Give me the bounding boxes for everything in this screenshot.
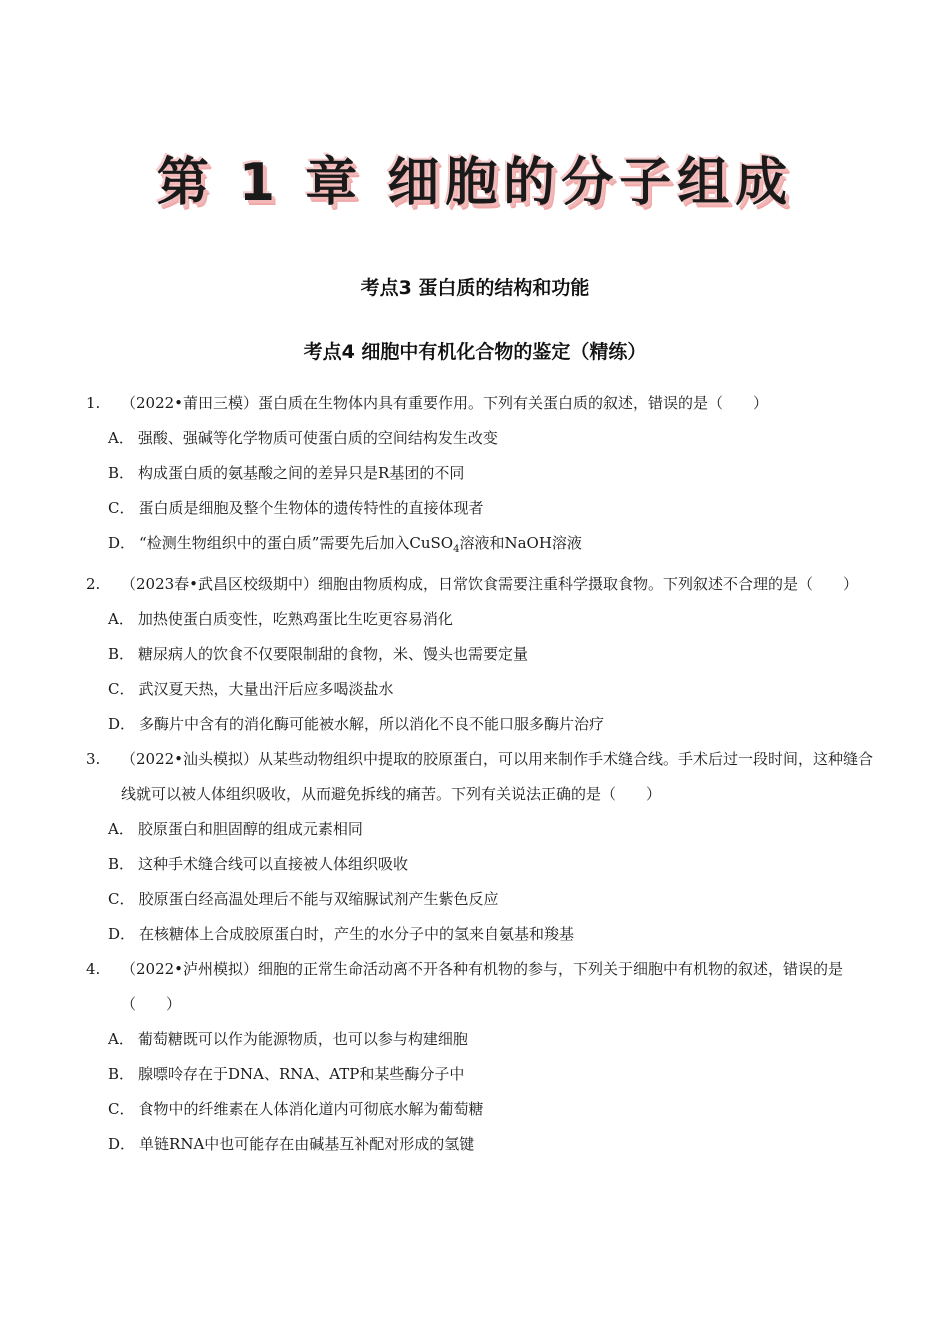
option-c <box>108 882 950 917</box>
question-1 <box>0 386 950 567</box>
option-text: 武汉夏天热，大量出汗后应多喝淡盐水 <box>138 680 394 698</box>
option-text: 多酶片中含有的消化酶可能被水解，所以消化不良不能口服多酶片治疗 <box>139 715 605 733</box>
option-text: 腺嘌呤存在于DNA、RNA、ATP和某些酶分子中 <box>138 1065 465 1083</box>
option-c <box>108 672 950 707</box>
question-text: （2022•莆田三模）蛋白质在生物体内具有重要作用。下列有关蛋白质的叙述，错误的是（ ） <box>121 394 769 412</box>
option-d <box>108 526 950 567</box>
option-text: 糖尿病人的饮食不仅要限制甜的食物，米、馒头也需要定量 <box>138 645 529 663</box>
option-label: B． <box>108 855 135 873</box>
option-label: D． <box>108 925 136 943</box>
option-label: A． <box>108 429 134 447</box>
option-text: 蛋白质是细胞及整个生物体的遗传特性的直接体现者 <box>138 499 484 517</box>
option-label: B． <box>108 464 135 482</box>
question-stem <box>86 386 881 421</box>
option-text: 在核糖体上合成胶原蛋白时，产生的水分子中的氢来自氨基和羧基 <box>139 925 575 943</box>
option-a <box>108 602 950 637</box>
question-text: （2022•泸州模拟）细胞的正常生命活动离不开各种有机物的参与，下列关于细胞中有机物的叙述，错误的是（ ） <box>121 960 844 1013</box>
option-b <box>108 456 950 491</box>
section-subtitle-2: 考点4 细胞中有机化合物的鉴定（精练） <box>303 341 647 363</box>
option-text: 单链RNA中也可能存在由碱基互补配对形成的氢键 <box>139 1135 475 1153</box>
question-stem <box>86 742 881 812</box>
question-stem <box>86 952 881 1022</box>
question-text: （2022•汕头模拟）从某些动物组织中提取的胶原蛋白，可以用来制作手术缝合线。手术后过一段时间，这种缝合线就可以被人体组织吸收，从而避免拆线的痛苦。下列有关说法正确的是（ ） <box>121 750 874 803</box>
question-text: （2023春•武昌区校级期中）细胞由物质构成，日常饮食需要注重科学摄取食物。下列叙述不合理的是（ ） <box>121 575 859 593</box>
option-d <box>108 917 950 952</box>
option-text: 构成蛋白质的氨基酸之间的差异只是R基团的不同 <box>138 464 465 482</box>
question-3 <box>0 742 950 952</box>
option-label: D． <box>108 1135 136 1153</box>
question-4 <box>0 952 950 1162</box>
question-2 <box>0 567 950 742</box>
option-b <box>108 637 950 672</box>
option-label: D． <box>108 534 136 552</box>
question-stem <box>86 567 881 602</box>
option-text: 葡萄糖既可以作为能源物质，也可以参与构建细胞 <box>137 1030 468 1048</box>
option-text-post: 溶液和NaOH溶液 <box>459 534 582 552</box>
option-label: B． <box>108 645 135 663</box>
option-label: B． <box>108 1065 135 1083</box>
option-text: 胶原蛋白和胆固醇的组成元素相同 <box>137 820 363 838</box>
option-a <box>108 421 950 456</box>
option-d <box>108 707 950 742</box>
question-number: 4. <box>86 960 101 978</box>
option-text: 胶原蛋白经高温处理后不能与双缩脲试剂产生紫色反应 <box>138 890 499 908</box>
option-text-subscript: 4 <box>453 544 460 555</box>
question-number: 1. <box>86 394 101 412</box>
option-b <box>108 1057 950 1092</box>
option-b <box>108 847 950 882</box>
section-subtitle-1: 考点3 蛋白质的结构和功能 <box>360 277 590 299</box>
option-label: A． <box>108 610 134 628</box>
option-c <box>108 491 950 526</box>
chapter-banner: 第 1 章 细胞的分子组成 <box>156 153 794 213</box>
option-text: 加热使蛋白质变性，吃熟鸡蛋比生吃更容易消化 <box>137 610 453 628</box>
question-number: 3. <box>86 750 101 768</box>
option-c <box>108 1092 950 1127</box>
option-label: A． <box>108 820 134 838</box>
option-a <box>108 1022 950 1057</box>
option-a <box>108 812 950 847</box>
option-text: 强酸、强碱等化学物质可使蛋白质的空间结构发生改变 <box>137 429 498 447</box>
option-text: 这种手术缝合线可以直接被人体组织吸收 <box>138 855 409 873</box>
option-label: C． <box>108 890 135 908</box>
option-label: A． <box>108 1030 134 1048</box>
option-label: C． <box>108 499 135 517</box>
question-list <box>0 386 950 1162</box>
option-label: D． <box>108 715 136 733</box>
option-d <box>108 1127 950 1162</box>
option-text: 食物中的纤维素在人体消化道内可彻底水解为葡萄糖 <box>138 1100 484 1118</box>
option-label: C． <box>108 680 135 698</box>
question-number: 2. <box>86 575 101 593</box>
option-label: C． <box>108 1100 135 1118</box>
option-text-pre: “检测生物组织中的蛋白质”需要先后加入CuSO <box>139 534 454 552</box>
